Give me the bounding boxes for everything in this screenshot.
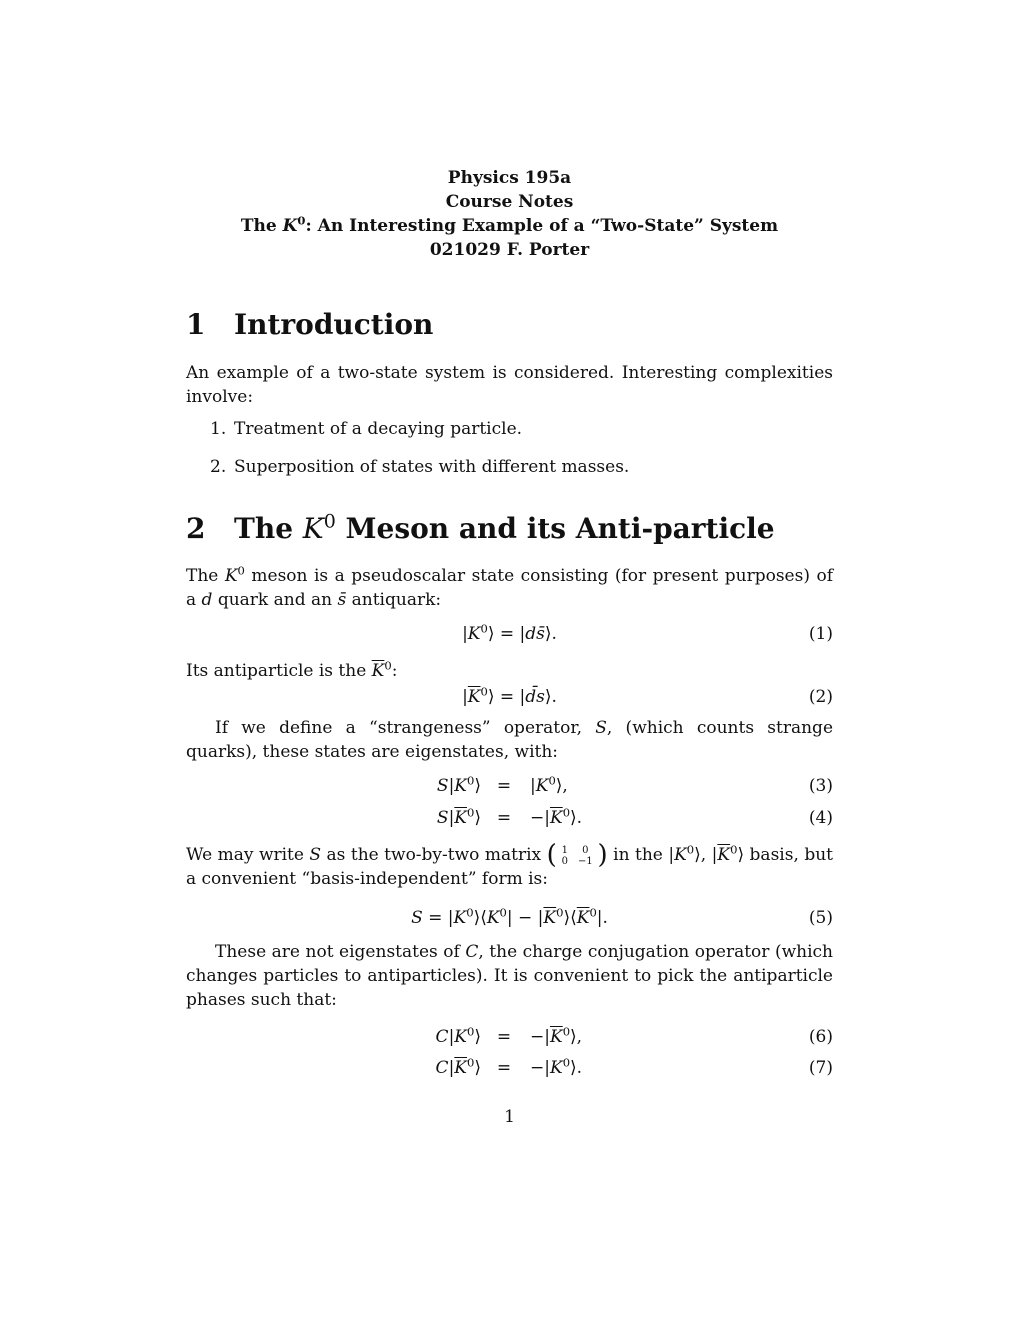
strangeness-matrix: ( 1 0 0 −1 ) (546, 839, 608, 870)
equation-tag: (1) (808, 624, 833, 644)
equation-tag: (7) (808, 1058, 833, 1078)
equation-3: $S|K^0⟩$ = $|K^0⟩$, (3) (186, 773, 833, 799)
section-heading-introduction: 1 Introduction (186, 308, 434, 341)
equation-tag: (5) (808, 908, 833, 928)
matrix-paragraph: We may write S as the two-by-two matrix ( 1 0 0 −1 ) in the $|K^0⟩$, $|\overline{K}^0⟩$ basis, but a convenient “basis-independent” form is: (186, 839, 833, 889)
equation-tag: (6) (808, 1027, 833, 1047)
equation-2: $|\overline{K}^0⟩$ = |d̄s⟩. (2) (186, 684, 833, 710)
antiparticle-paragraph: Its antiparticle is the $\overline{K}^0$: (186, 658, 398, 681)
equation-7: $C|\overline{K}^0⟩$ = $-|K^0⟩$. (7) (186, 1055, 833, 1081)
section-heading-k0-meson: 2 The $K^0$ Meson and its Anti-particle (186, 510, 775, 545)
strangeness-paragraph: If we define a “strangeness” operator, S, (which counts strange quarks), these states are eigenstates, with: (186, 718, 834, 762)
equation-tag: (2) (808, 687, 833, 707)
k0-definition-paragraph: The $K^0$ meson is a pseudoscalar state consisting (for present purposes) of a d quark and an s̄ antiquark: (186, 563, 833, 610)
document-type: Course Notes (445, 192, 574, 212)
equation-4: $S|\overline{K}^0⟩$ = $-|\overline{K}^0⟩$. (4) (186, 805, 833, 831)
course-title: Physics 195a (447, 168, 572, 188)
equation-tag: (4) (808, 808, 833, 828)
equation-1: $|K^0⟩$ = |ds̄⟩. (1) (186, 621, 833, 647)
intro-paragraph: An example of a two-state system is considered. Interesting complexities involve: (186, 363, 833, 407)
paper-header (186, 166, 833, 262)
document-date-author: 021029 F. Porter (429, 240, 590, 260)
equation-6: $C|K^0⟩$ = $-|\overline{K}^0⟩$, (6) (186, 1024, 833, 1050)
document-title: The $K^0$: An Interesting Example of a “Two-State” System (240, 213, 779, 236)
list-item: 1. Treatment of a decaying particle. (210, 419, 523, 439)
equation-tag: (3) (808, 776, 833, 796)
page-number: 1 (504, 1107, 515, 1127)
equation-5: $S = |K^0⟩⟨K^0|$ − $|\overline{K}^0⟩⟨\overline{K}^0|$. (5) (186, 905, 833, 931)
list-item: 2. Superposition of states with different masses. (210, 457, 630, 477)
charge-conjugation-paragraph: These are not eigenstates of C, the charge conjugation operator (which changes particles to antiparticles). It is convenient to pick the antiparticle phases such that: (186, 942, 833, 1010)
